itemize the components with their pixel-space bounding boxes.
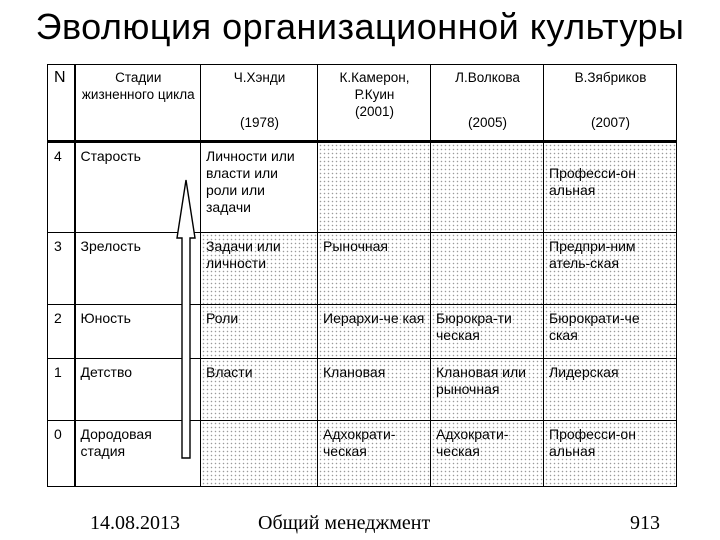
header-stage [75,65,201,142]
header-volkova [431,65,544,142]
header-n: N [48,65,75,142]
cameron-cell: Адхократи- ческая [318,421,431,487]
zyabrikov-cell: Предпри-ним атель-ская [544,233,677,305]
volkova-cell: Бюрокра-ти ческая [431,305,544,359]
header-cameron-year: (2001) [354,104,395,119]
table-row [48,233,677,305]
stage-cell: Детство [75,359,201,421]
cameron-cell [318,142,431,233]
cameron-cell: Рыночная [318,233,431,305]
culture-evolution-table [47,64,677,487]
row-number: 4 [48,142,75,233]
header-stage-label: Стадии жизненного цикла [81,70,195,102]
stage-cell: Дородовая стадия [75,421,201,487]
footer-page-number: 913 [630,512,660,534]
volkova-cell: Клановая или рыночная [431,359,544,421]
stage-cell: Старость [75,142,201,233]
table-row [48,421,677,487]
header-handy-name: Ч.Хэнди [233,70,286,85]
header-zyabrikov-name: В.Зябриков [574,70,647,85]
row-number: 1 [48,359,75,421]
stage-cell: Зрелость [75,233,201,305]
handy-cell: Личности или власти или роли или задачи [201,142,318,233]
table-row [48,305,677,359]
cameron-cell: Иерархи-че кая [318,305,431,359]
header-cameron [318,65,431,142]
handy-cell: Роли [201,305,318,359]
row-number: 0 [48,421,75,487]
cameron-cell: Клановая [318,359,431,421]
zyabrikov-cell: Професси-он альная [544,421,677,487]
page-title: Эволюция организационной культуры [35,6,685,47]
header-zyabrikov [544,65,677,142]
zyabrikov-cell: Лидерская [544,359,677,421]
footer-date: 14.08.2013 [90,512,180,534]
up-arrow-icon [175,178,197,460]
footer-subject: Общий менеджмент [258,512,431,534]
volkova-cell [431,233,544,305]
header-zyabrikov-year: (2007) [590,115,631,130]
handy-cell [201,421,318,487]
volkova-cell [431,142,544,233]
header-volkova-name: Л.Волкова [455,70,520,85]
stage-cell: Юность [75,305,201,359]
header-handy [201,65,318,142]
row-number: 3 [48,233,75,305]
table-header-row [48,65,677,142]
handy-cell: Задачи или личности [201,233,318,305]
row-number: 2 [48,305,75,359]
handy-cell: Власти [201,359,318,421]
zyabrikov-cell [544,142,677,233]
zyabrikov-text: Професси-он альная [549,165,636,198]
volkova-cell: Адхократи- ческая [431,421,544,487]
header-handy-year: (1978) [239,115,280,130]
header-volkova-year: (2005) [467,115,508,130]
table-row [48,142,677,233]
zyabrikov-cell: Бюрократи-че ская [544,305,677,359]
header-cameron-name: К.Камерон, Р.Куин [339,70,410,102]
table-row [48,359,677,421]
